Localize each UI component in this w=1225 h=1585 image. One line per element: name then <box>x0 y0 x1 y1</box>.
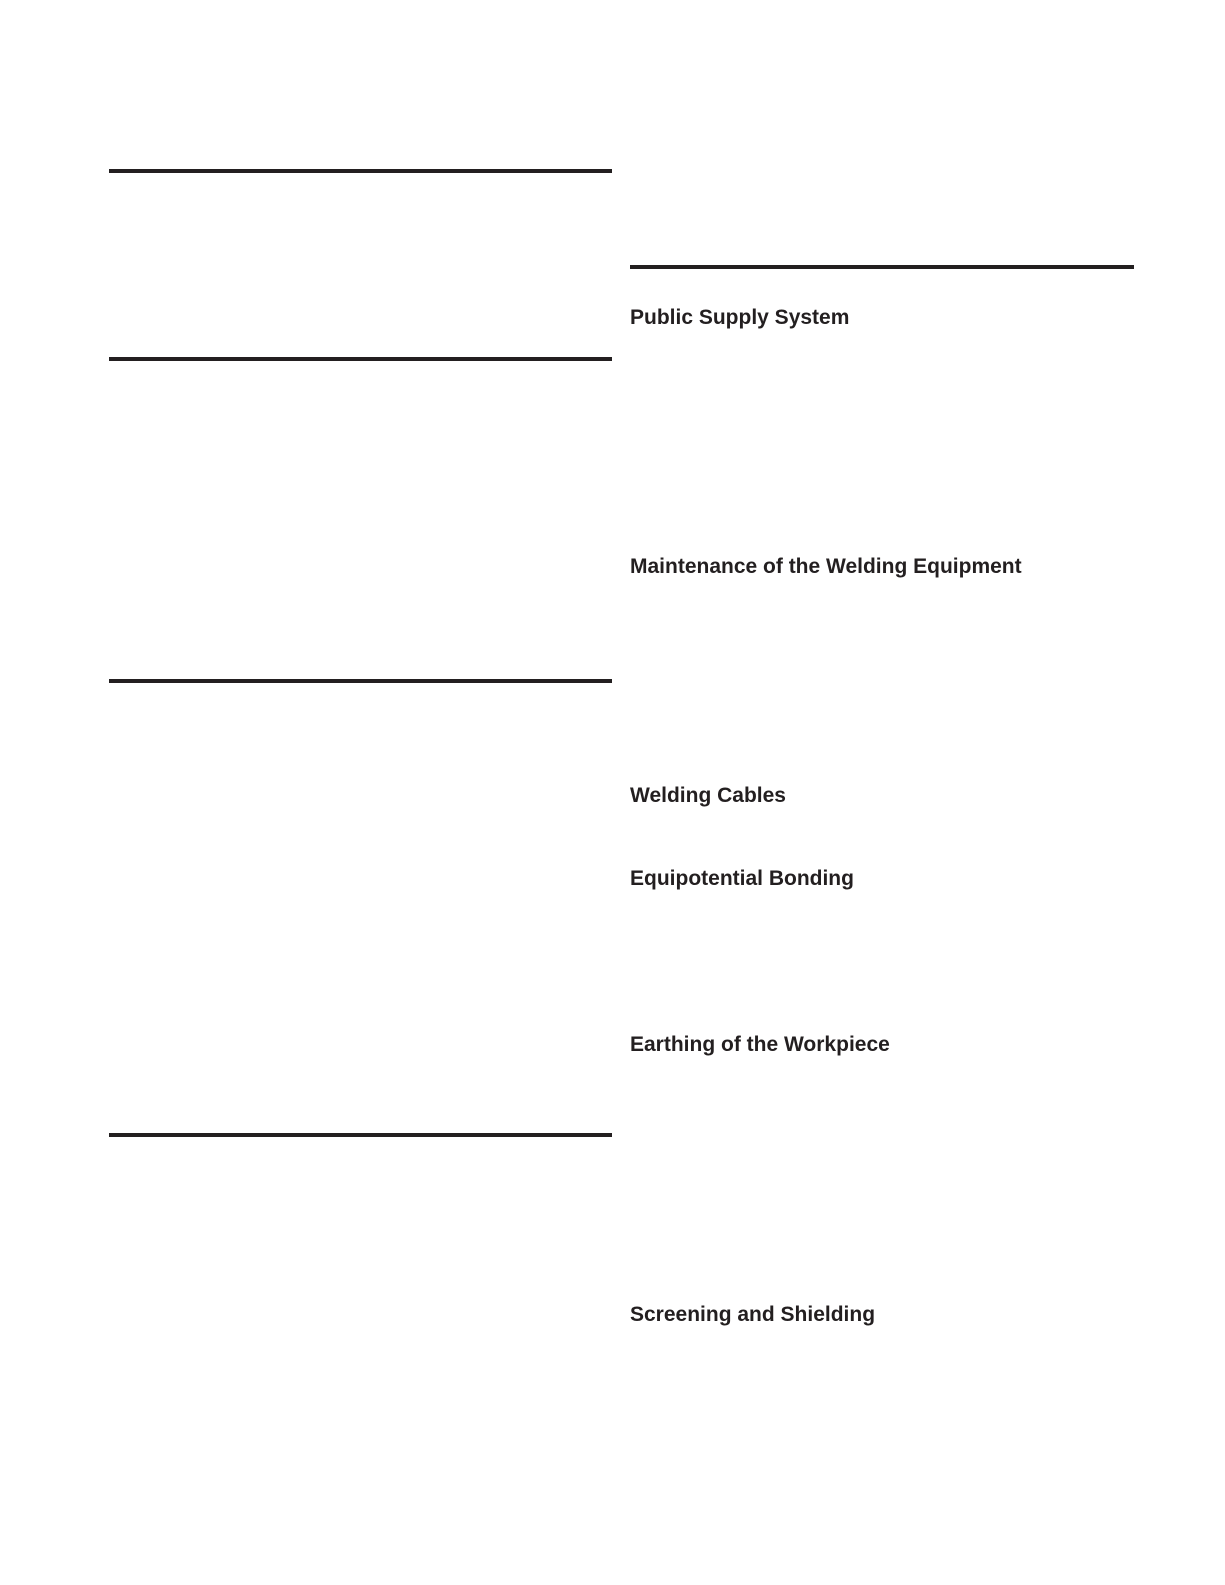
left-section-rule-4 <box>109 1133 612 1137</box>
heading-public-supply-system: Public Supply System <box>630 306 850 329</box>
left-section-rule-3 <box>109 679 612 683</box>
right-section-rule <box>630 265 1134 269</box>
heading-maintenance-welding-equipment: Maintenance of the Welding Equipment <box>630 555 1022 578</box>
heading-earthing-workpiece: Earthing of the Workpiece <box>630 1033 890 1056</box>
left-section-rule-1 <box>109 169 612 173</box>
left-section-rule-2 <box>109 357 612 361</box>
heading-equipotential-bonding: Equipotential Bonding <box>630 867 854 890</box>
heading-welding-cables: Welding Cables <box>630 784 786 807</box>
heading-screening-shielding: Screening and Shielding <box>630 1303 876 1326</box>
